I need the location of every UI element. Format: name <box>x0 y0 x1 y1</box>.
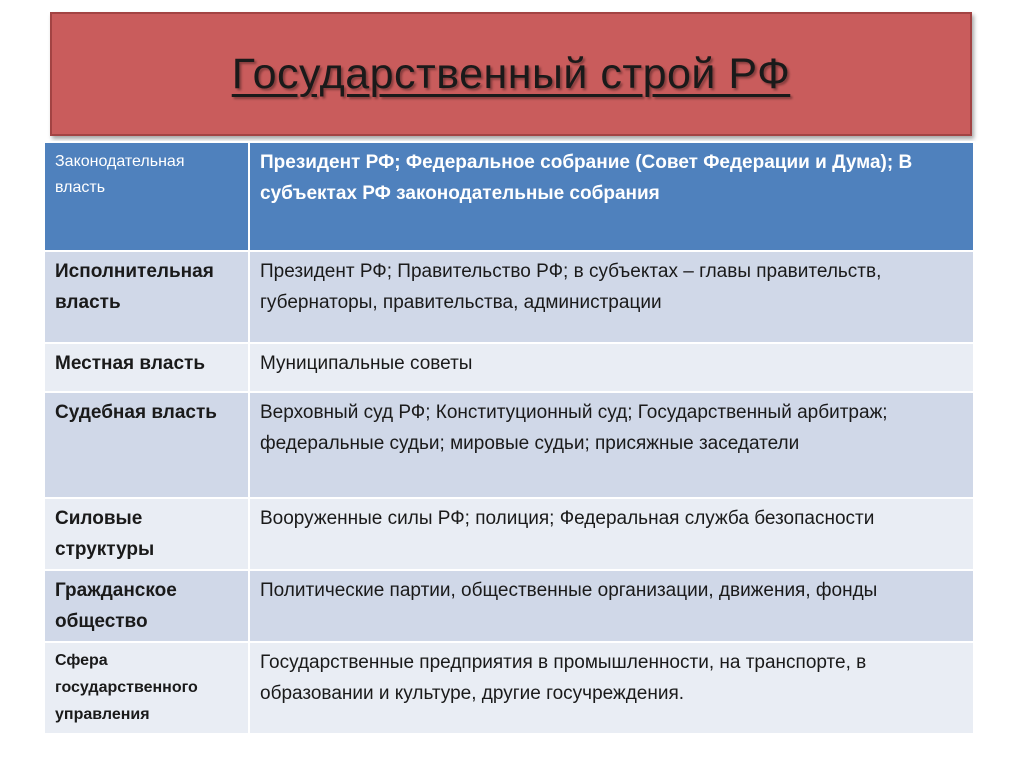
table-row <box>44 570 974 642</box>
table-row <box>44 251 974 343</box>
row-label: Сфера государственного управления <box>44 642 249 734</box>
row-value: Муниципальные советы <box>249 343 974 392</box>
government-structure-table <box>43 141 975 735</box>
row-value: Президент РФ; Федеральное собрание (Совет Федерации и Дума); В субъектах РФ законодательные собрания <box>249 142 974 251</box>
table-row <box>44 142 974 251</box>
title-banner <box>50 12 972 136</box>
row-label: Исполнительная власть <box>44 251 249 343</box>
row-value: Президент РФ; Правительство РФ; в субъектах – главы правительств, губернаторы, правительства, администрации <box>249 251 974 343</box>
row-value: Вооруженные силы РФ; полиция; Федеральная служба безопасности <box>249 498 974 570</box>
row-value: Государственные предприятия в промышленности, на транспорте, в образовании и культуре, другие госучреждения. <box>249 642 974 734</box>
row-value: Верховный суд РФ; Конституционный суд; Государственный арбитраж; федеральные судьи; мировые судьи; присяжные заседатели <box>249 392 974 498</box>
row-label: Гражданское общество <box>44 570 249 642</box>
row-label: Силовые структуры <box>44 498 249 570</box>
table-row <box>44 642 974 734</box>
table-row <box>44 343 974 392</box>
row-label: Местная власть <box>44 343 249 392</box>
table-row <box>44 392 974 498</box>
page-title: Государственный строй РФ <box>231 49 791 98</box>
table-row <box>44 498 974 570</box>
row-value: Политические партии, общественные организации, движения, фонды <box>249 570 974 642</box>
row-label: Законодательная власть <box>44 142 249 251</box>
row-label: Судебная власть <box>44 392 249 498</box>
